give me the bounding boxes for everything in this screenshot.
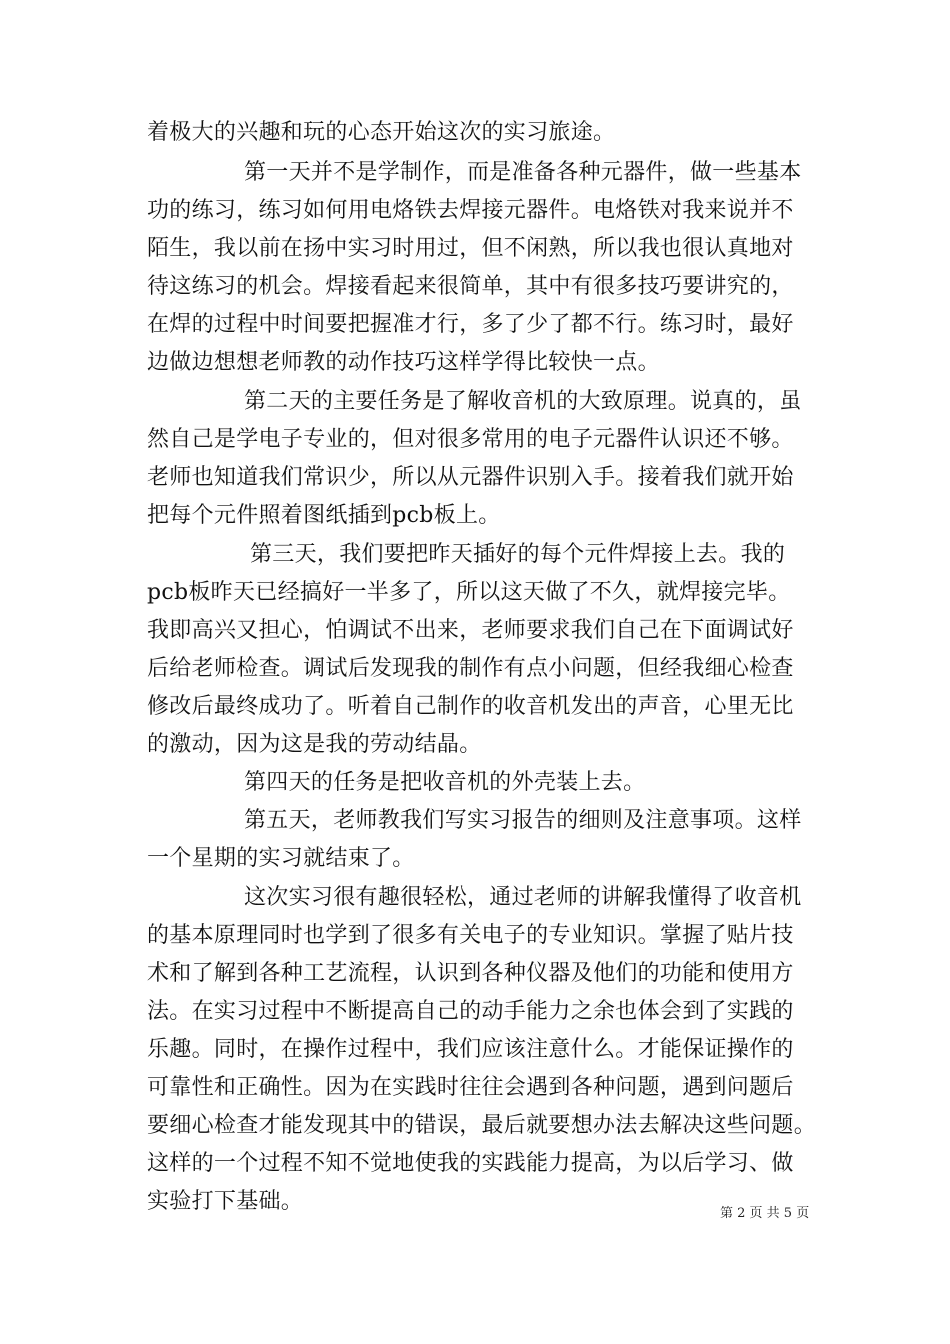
text-line-17: 的激动，因为这是我的劳动结晶。 xyxy=(147,732,482,757)
text-line-8: 第二天的主要任务是了解收音机的大致原理。说真的，虽 xyxy=(244,389,802,414)
text-line-16: 修改后最终成功了。听着自己制作的收音机发出的声音，心里无比 xyxy=(147,694,794,719)
text-line-11: 把每个元件照着图纸插到pcb板上。 xyxy=(147,503,501,528)
text-line-6: 在焊的过程中时间要把握准才行，多了少了都不行。练习时，最好 xyxy=(147,312,794,337)
text-line-19: 第五天，老师教我们写实习报告的细则及注意事项。这样 xyxy=(244,808,802,833)
text-line-28: 这样的一个过程不知不觉地使我的实践能力提高，为以后学习、做 xyxy=(147,1151,794,1176)
text-line-4: 陌生，我以前在扬中实习时用过，但不闲熟，所以我也很认真地对 xyxy=(147,236,794,261)
text-line-2: 第一天并不是学制作，而是准备各种元器件，做一些基本 xyxy=(244,160,802,185)
text-line-13: pcb板昨天已经搞好一半多了，所以这天做了不久，就焊接完毕。 xyxy=(147,580,791,605)
text-line-24: 法。在实习过程中不断提高自己的动手能力之余也体会到了实践的 xyxy=(147,999,794,1024)
page-number: 第 2 页 共 5 页 xyxy=(720,1206,810,1221)
text-line-12: 第三天，我们要把昨天插好的每个元件焊接上去。我的 xyxy=(250,542,786,567)
text-line-26: 可靠性和正确性。因为在实践时往往会遇到各种问题，遇到问题后 xyxy=(147,1075,794,1100)
text-line-5: 待这练习的机会。焊接看起来很简单，其中有很多技巧要讲究的， xyxy=(147,274,794,299)
text-line-23: 术和了解到各种工艺流程，认识到各种仪器及他们的功能和使用方 xyxy=(147,961,794,986)
text-line-25: 乐趣。同时，在操作过程中，我们应该注意什么。才能保证操作的 xyxy=(147,1037,794,1062)
text-line-29: 实验打下基础。 xyxy=(147,1189,304,1214)
text-line-9: 然自己是学电子专业的，但对很多常用的电子元器件认识还不够。 xyxy=(147,427,794,452)
text-line-14: 我即高兴又担心，怕调试不出来，老师要求我们自己在下面调试好 xyxy=(147,618,794,643)
text-line-3: 功的练习，练习如何用电烙铁去焊接元器件。电烙铁对我来说并不 xyxy=(147,198,794,223)
text-line-18: 第四天的任务是把收音机的外壳装上去。 xyxy=(244,770,646,795)
text-line-7: 边做边想想老师教的动作技巧这样学得比较快一点。 xyxy=(147,350,660,375)
text-line-1: 着极大的兴趣和玩的心态开始这次的实习旅途。 xyxy=(147,120,616,145)
text-line-15: 后给老师检查。调试后发现我的制作有点小问题，但经我细心检查 xyxy=(147,656,794,681)
text-line-20: 一个星期的实习就结束了。 xyxy=(147,846,415,871)
text-line-27: 要细心检查才能发现其中的错误，最后就要想办法去解决这些问题。 xyxy=(147,1113,817,1138)
text-line-21: 这次实习很有趣很轻松，通过老师的讲解我懂得了收音机 xyxy=(244,885,802,910)
text-line-10: 老师也知道我们常识少，所以从元器件识别入手。接着我们就开始 xyxy=(147,465,794,490)
text-line-22: 的基本原理同时也学到了很多有关电子的专业知识。掌握了贴片技 xyxy=(147,923,794,948)
